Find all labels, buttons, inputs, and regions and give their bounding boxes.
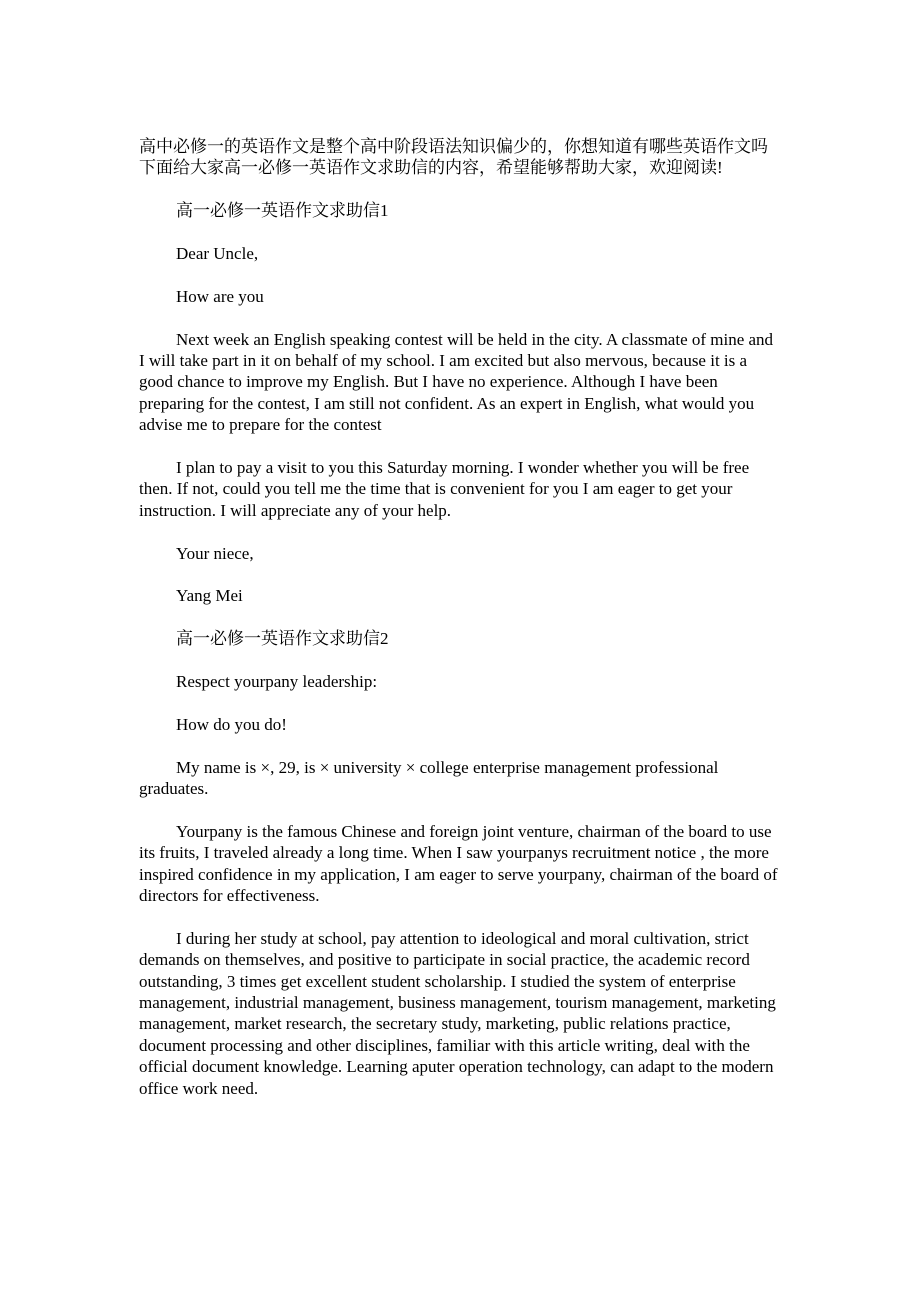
letter2-paragraph-2: Yourpany is the famous Chinese and foreign joint venture, chairman of the board to use its fruits, I traveled already a long time. When I saw yourpanys recruitment notice , the more inspired confidence in my application, I am eager to serve yourpany, chairman of the board of directors for effectiveness. xyxy=(139,821,778,906)
letter2-paragraph-1: My name is ×, 29, is × university × college enterprise management professional graduates. xyxy=(139,757,719,799)
letter1-greeting: How are you xyxy=(176,286,264,306)
letter2-title: 高一必修一英语作文求助信2 xyxy=(176,629,389,649)
letter2-salutation: Respect yourpany leadership: xyxy=(176,672,378,692)
intro-paragraph: 高中必修一的英语作文是整个高中阶段语法知识偏少的，你想知道有哪些英语作文吗下面给大家高一必修一英语作文求助信的内容，希望能够帮助大家，欢迎阅读! xyxy=(139,137,768,178)
document-page xyxy=(139,136,781,1120)
letter1-signature: Yang Mei xyxy=(176,586,243,606)
letter1-salutation: Dear Uncle, xyxy=(176,244,259,263)
letter2-greeting: How do you do! xyxy=(176,714,287,734)
letter1-paragraph-1: Next week an English speaking contest will be held in the city. A classmate of mine and I will take part in it on behalf of my school. I am excited but also mervous, because it is a good chance to improve my English. But I have no experience. Although I have been preparing for the contest, I am still not confident. As an expert in English, what would you advise me to prepare for the contest xyxy=(139,329,774,435)
letter1-title: 高一必修一英语作文求助信1 xyxy=(176,201,389,221)
letter1-closing: Your niece, xyxy=(176,543,254,563)
letter1-paragraph-2: I plan to pay a visit to you this Saturday morning. I wonder whether you will be free then. If not, could you tell me the time that is convenient for you I am eager to get your instruction. I will appreciate any of your help. xyxy=(139,458,750,520)
letter2-paragraph-3: I during her study at school, pay attention to ideological and moral cultivation, strict demands on themselves, and positive to participate in social practice, the academic record outstanding, 3 times get excellent student scholarship. I studied the system of enterprise management, industrial management, business management, tourism management, marketing management, market research, the secretary study, marketing, public relations practice, document processing and other disciplines, familiar with this article writing, deal with the official document knowledge. Learning aputer operation technology, can adapt to the modern office work need. xyxy=(139,928,776,1098)
